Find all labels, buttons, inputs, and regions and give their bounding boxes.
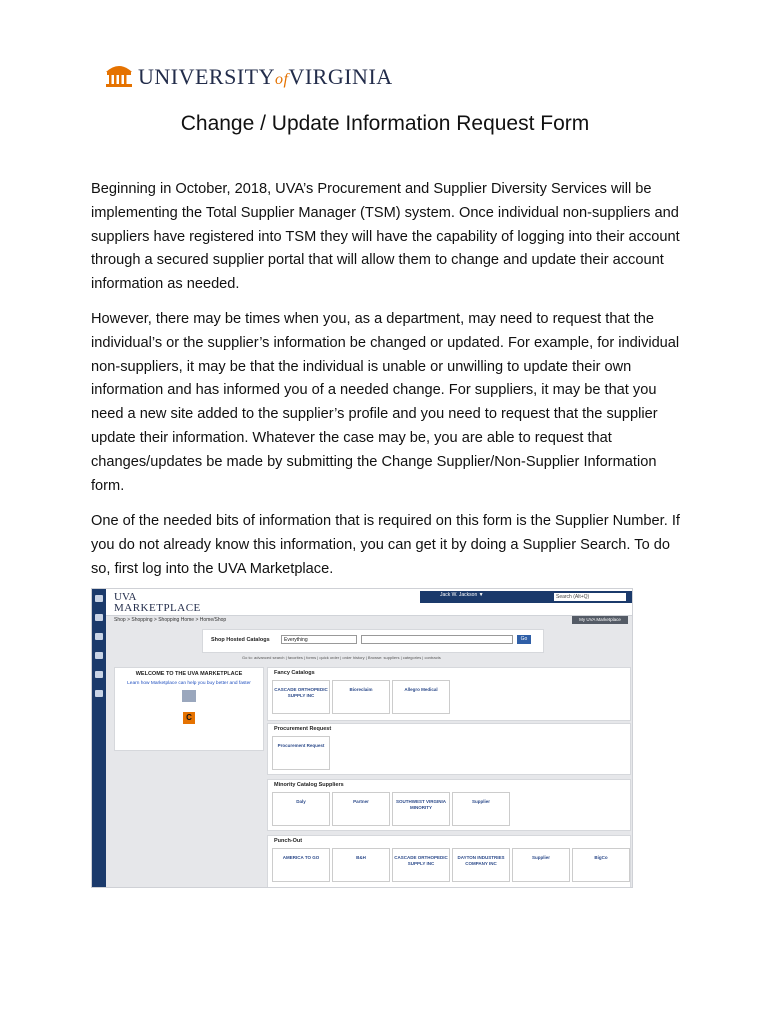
catalog-tile: B&H (332, 848, 390, 882)
orders-icon (95, 652, 103, 659)
user-menu: Jack W. Jackson ▼ (440, 592, 484, 598)
marketplace-sidebar (92, 589, 106, 887)
logo-wordmark: UNIVERSITYofVIRGINIA (138, 64, 393, 89)
catalog-tile: Procurement Request (272, 736, 330, 770)
section-title: Procurement Request (274, 726, 332, 732)
marketplace-logo: UVA MARKETPLACE (114, 591, 201, 614)
catalog-tile: Allegro Medical (392, 680, 450, 714)
department-paragraph: However, there may be times when you, as a department, may need to request that the individual’s or the supplier’s information be changed or updated. For example, for individual non-suppliers, it may be that the individual is unable or unwilling to update their own information and has informed you of a needed change. For suppliers, it may be that you need a new site added to the supplier’s profile and you need to request that the supplier update their information. Whatever the case may be, you are able to request that changes/updates be made by submitting the Change Supplier/Non-Supplier Information form. (91, 311, 680, 494)
welcome-image (182, 690, 196, 702)
minority-suppliers-section (267, 779, 631, 831)
intro-paragraph: Beginning in October, 2018, UVA’s Procurement and Supplier Diversity Services will be implementing the Total Supplier Manager (TSM) system. Once individual non-suppliers and suppliers have registered into TSM they will have the capability of logging into their account through a secured supplier portal that will allow them to change and update their account information as needed. (91, 181, 680, 293)
my-marketplace-button: My UVA Marketplace (572, 616, 628, 624)
fancy-catalogs-section (267, 667, 631, 721)
catalog-tile: Supplier (452, 792, 510, 826)
catalog-tile: DAYTON INDUSTRIES COMPANY INC (452, 848, 510, 882)
reports-icon (95, 690, 103, 697)
go-button: Go (517, 635, 531, 644)
shop-label: Shop Hosted Catalogs (211, 637, 270, 643)
catalog-select: Everything (281, 635, 357, 644)
documents-icon (95, 633, 103, 640)
user-bar (420, 591, 632, 603)
section-title: Fancy Catalogs (274, 670, 315, 676)
shop-search-panel (202, 629, 544, 653)
catalog-search-input (361, 635, 513, 644)
catalog-tile: Daly (272, 792, 330, 826)
section-title: Punch-Out (274, 838, 303, 844)
shop-icon (95, 614, 103, 621)
rotunda-icon (104, 60, 134, 88)
suppliers-icon (95, 671, 103, 678)
catalog-tile: AMERICA TO GO (272, 848, 330, 882)
marketplace-topbar (106, 589, 632, 616)
punch-out-section (267, 835, 631, 888)
welcome-title: WELCOME TO THE UVA MARKETPLACE (135, 671, 243, 677)
welcome-logo: C (183, 712, 195, 724)
marketplace-screenshot (91, 588, 633, 888)
catalog-tile: Partner (332, 792, 390, 826)
quick-links: Go to: advanced search | favorites | forms | quick order | order history | Browse: suppliers | categories | contracts (242, 655, 441, 660)
catalog-tile: SOUTHWEST VIRGINIA MINORITY (392, 792, 450, 826)
catalog-tile: CASCADE ORTHOPEDIC SUPPLY INC (272, 680, 330, 714)
procurement-request-section (267, 723, 631, 775)
catalog-tile: CASCADE ORTHOPEDIC SUPPLY INC (392, 848, 450, 882)
welcome-text: Learn how Marketplace can help you buy better and faster (127, 681, 251, 686)
page-title: Change / Update Information Request Form (180, 112, 590, 135)
home-icon (95, 595, 103, 602)
welcome-panel (114, 667, 264, 751)
breadcrumb: Shop > Shopping > Shopping Home > Home/Shop (114, 617, 227, 623)
catalog-tile: Supplier (512, 848, 570, 882)
uva-logo (104, 58, 393, 92)
section-title: Minority Catalog Suppliers (274, 782, 344, 788)
catalog-tile: Bioreclaim (332, 680, 390, 714)
catalog-tile: BigCo (572, 848, 630, 882)
search-input: Search (Alt+Q) (554, 593, 626, 601)
supplier-number-paragraph: One of the needed bits of information that is required on this form is the Supplier Number. If you do not already know this information, you can get it by doing a Supplier Search. To do so, first log into the UVA Marketplace. (91, 513, 680, 577)
